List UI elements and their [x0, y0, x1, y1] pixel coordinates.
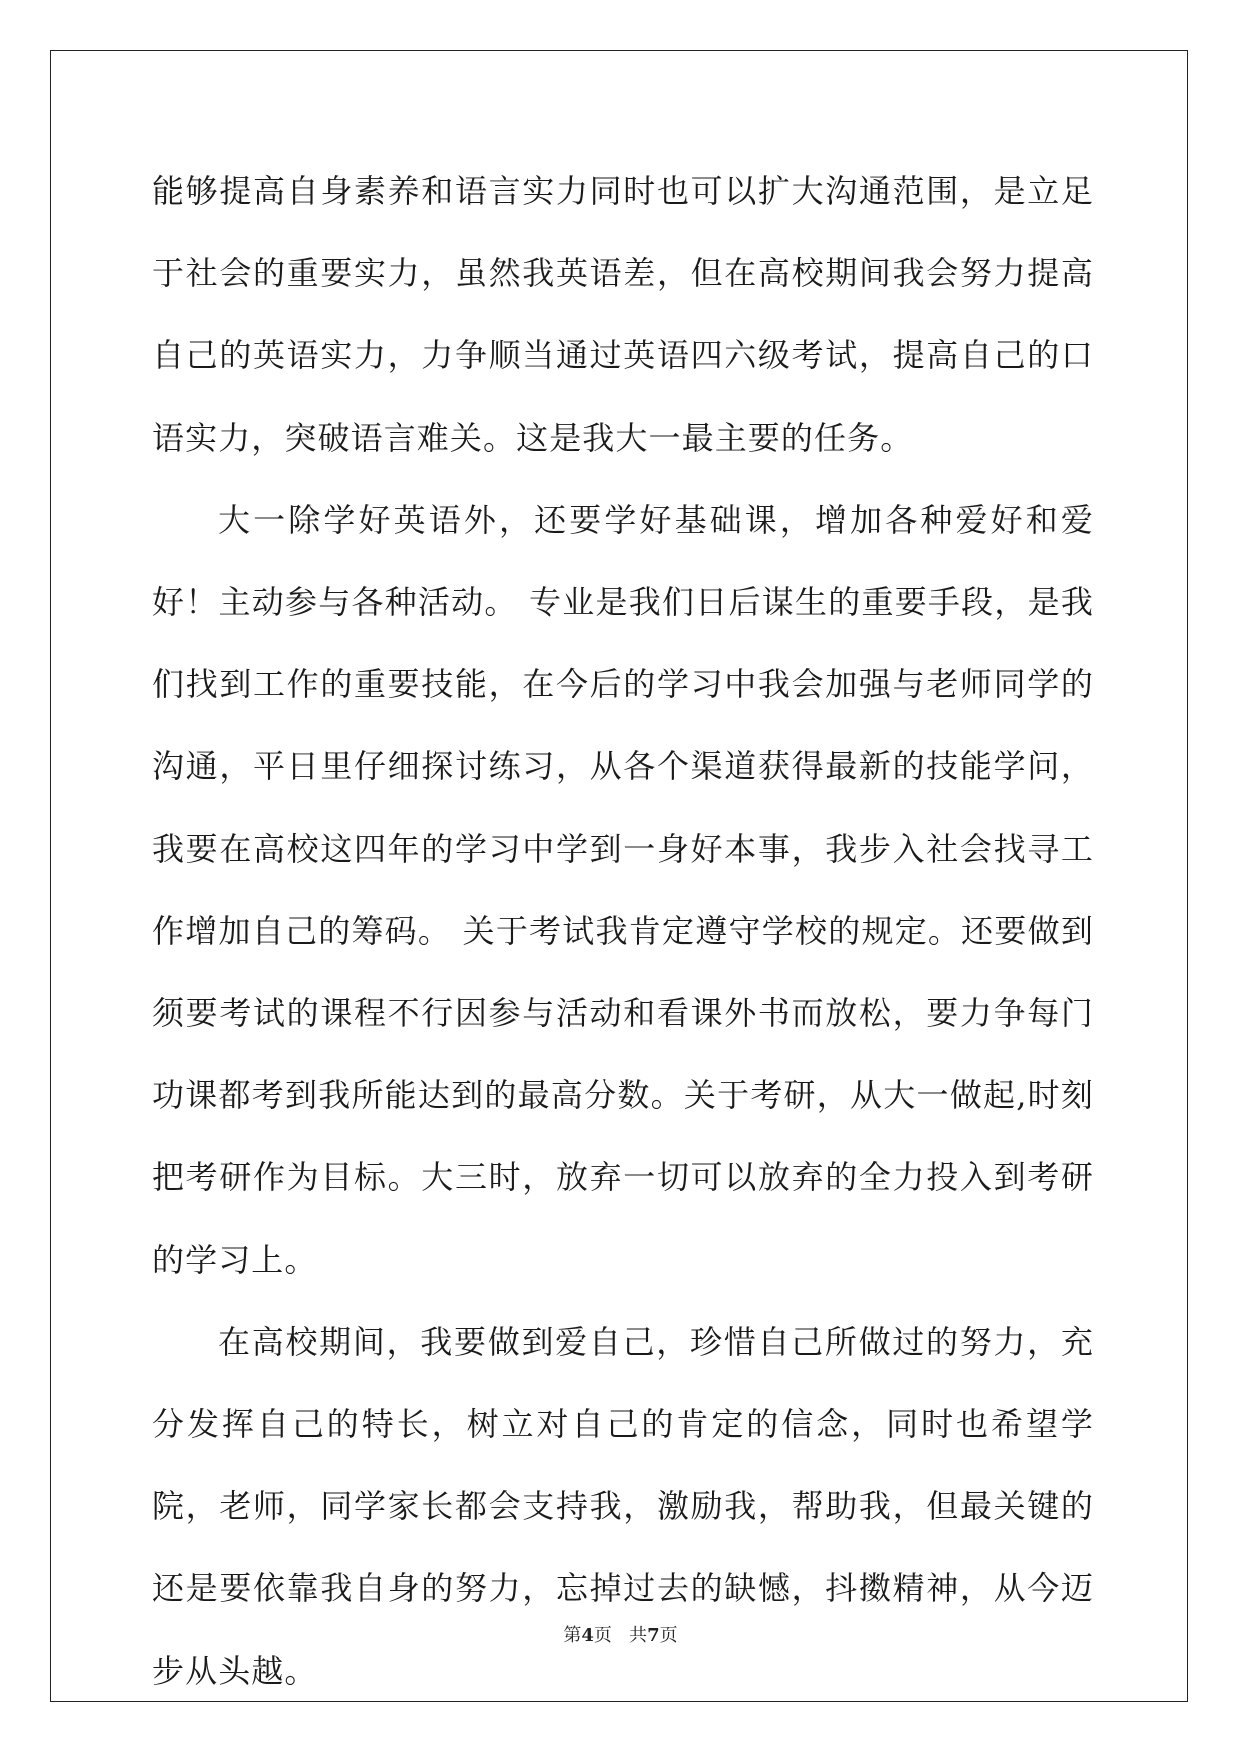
footer-total-suffix: 页 [659, 1625, 678, 1646]
paragraph-2: 大一除学好英语外，还要学好基础课，增加各种爱好和爱好！主动参与各种活动。 专业是我们日后谋生的重要手段，是我们找到工作的重要技能，在今后的学习中我会加强与老师同学的沟通，平日里仔细探讨练习，从各个渠道获得最新的技能学问，我要在高校这四年的学习中学到一身好本事，我步入社会找寻工作增加自己的筹码。 关于考试我肯定遵守学校的规定。还要做到须要考试的课程不行因参与活动和看课外书而放松，要力争每门功课都考到我所能达到的最高分数。关于考研，从大一做起,时刻把考研作为目标。大三时，放弃一切可以放弃的全力投入到考研的学习上。 [152, 500, 1094, 1279]
total-page-count: 7 [647, 1625, 660, 1646]
footer-page-word: 页 [593, 1625, 612, 1646]
footer-prefix: 第 [563, 1625, 582, 1646]
paragraph-3: 在高校期间，我要做到爱自己，珍惜自己所做过的努力，充分发挥自己的特长，树立对自己的肯定的信念，同时也希望学院，老师，同学家长都会支持我，激励我，帮助我，但最关键的还是要依靠我自身的努力，忘掉过去的缺憾，抖擞精神，从今迈步从头越。 [152, 1322, 1094, 1690]
paragraph-1: 能够提高自身素养和语言实力同时也可以扩大沟通范围，是立足于社会的重要实力，虽然我英语差，但在高校期间我会努力提高自己的英语实力，力争顺当通过英语四六级考试，提高自己的口语实力，突破语言难关。这是我大一最主要的任务。 [152, 172, 1094, 457]
page-number-footer [0, 1624, 1241, 1648]
current-page-number: 4 [581, 1625, 594, 1646]
footer-total-prefix: 共 [629, 1625, 648, 1646]
document-body [152, 150, 1094, 1712]
